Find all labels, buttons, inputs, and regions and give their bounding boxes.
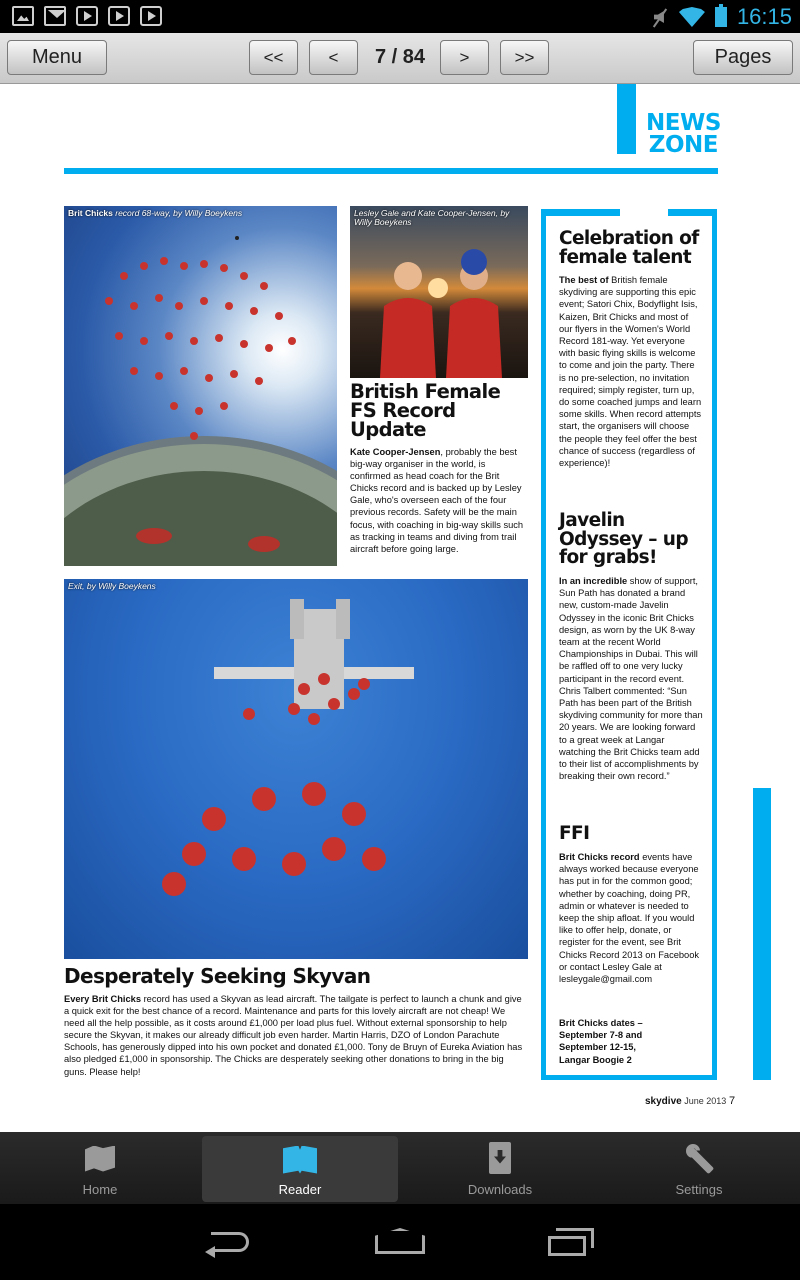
gallery-notification-icon (12, 6, 34, 26)
open-book-icon (283, 1142, 317, 1176)
magazine-page[interactable] (0, 84, 800, 1132)
next-page-button[interactable]: > (440, 40, 489, 75)
pages-button[interactable]: Pages (693, 40, 793, 75)
photo-caption: Exit, by Willy Boeykens (68, 581, 156, 591)
formation-68-way-photo (64, 206, 337, 566)
aircraft-exit-photo (64, 579, 528, 959)
article-body: Kate Cooper-Jensen, probably the best big-way organiser in the world, is confirmed as head coach for the Brit Chicks record and is backed up by Lesley Gale, who's overseen each of the four previous records. Safety will be the main focus, with coaching in big-way skills such as tracking in teams and diving from trail aircraft before going large. (350, 447, 524, 554)
battery-icon (715, 7, 727, 27)
reader-toolbar (0, 33, 800, 84)
page-indicator: 7 / 84 (374, 46, 426, 68)
previous-page-button[interactable]: < (309, 40, 358, 75)
folio-date: June 2013 (684, 1096, 727, 1106)
wrench-icon (682, 1142, 716, 1176)
folio-brand: skydive (645, 1096, 682, 1107)
page-folio (645, 1095, 736, 1107)
first-page-button[interactable]: << (249, 40, 298, 75)
exit-illustration (64, 579, 528, 959)
last-page-button[interactable]: >> (500, 40, 549, 75)
sidebar-heading: Javelin Odyssey – up for grabs! (559, 510, 689, 568)
nav-settings[interactable] (601, 1136, 797, 1202)
recent-apps-icon[interactable] (548, 1228, 598, 1258)
article-title: British Female FS Record Update (350, 380, 501, 441)
play-store-notification-icon (76, 6, 98, 26)
nav-reader-label: Reader (278, 1181, 322, 1197)
photo-caption: Lesley Gale and Kate Cooper-Jensen, by Willy Boeykens (354, 208, 510, 227)
header-rule (64, 168, 718, 174)
back-icon[interactable] (205, 1228, 255, 1258)
next-page-edge-bar (753, 788, 771, 1080)
download-icon (483, 1142, 517, 1176)
home-book-icon (83, 1142, 117, 1176)
photo-caption: Brit Chicks record 68-way, by Willy Boeykens (68, 208, 243, 218)
sidebar-paragraph: In an incredible show of support, Sun Path has donated a brand new, custom-made Javelin Odyssey in the iconic Brit Chicks design, as worn by the UK 8-way team at the recent World Championships in Dubai. This will be raffled off to one very lucky participant in the record event. Chris Talbert commented: “Sun Path has been part of the British skydiving community for more than 20 years. We are looking forward to a great week at Langar watching the Brit Chicks team add to their list of accomplishments by breaking their own record.” (559, 576, 703, 782)
bottom-navigation (0, 1132, 800, 1204)
nav-home[interactable] (2, 1136, 198, 1202)
sidebar-heading: FFI (559, 823, 590, 844)
nav-downloads-label: Downloads (467, 1181, 533, 1197)
system-navigation-bar (0, 1204, 800, 1280)
home-icon[interactable] (375, 1228, 425, 1258)
shopping-bag-notification-icon (140, 6, 162, 26)
article-body: Every Brit Chicks record has used a Skyvan as lead aircraft. The tailgate is perfect to launch a chunk and give a quick exit for the best chance of a record. Maintenance and parts for this lovely aircraft are not cheap! We need all the help possible, as it costs around £1,000 per load plus fuel. Without external sponsorship to help secure the Skyvan, it makes our already difficult job even harder. Martin Harris, DZO of London Parachute Schools, has generously dipped into his own pocket and donated £1,000. Tony de Bruyn of Eureka Aviation has also pledged £1,000 in sponsorship. The Chicks are desperately seeking other donations to bring in the big guns. Please help! (64, 994, 523, 1077)
menu-button[interactable]: Menu (7, 40, 107, 75)
mute-icon (651, 7, 669, 27)
section-marker-bar (617, 84, 636, 154)
formation-illustration (64, 206, 337, 566)
sidebar-dates: Brit Chicks dates – September 7-8 and September 12-15, Langar Boogie 2 (559, 1018, 643, 1065)
article-title: Desperately Seeking Skyvan (64, 964, 371, 988)
lesley-kate-portrait-photo (350, 206, 528, 378)
sidebar-heading: Celebration of female talent (559, 228, 699, 268)
portrait-illustration (350, 206, 528, 378)
section-title: NEWS ZONE (646, 110, 721, 158)
gmail-notification-icon (44, 6, 66, 26)
nav-settings-label: Settings (675, 1181, 723, 1197)
sidebar-paragraph: Brit Chicks record events have always worked because everyone has put in for the common good; whether by coaching, doing PR, admin or whatever is needed to keep the ship afloat. If you would like to offer help, donate, or register for the event, see Brit Chicks Record 2013 on Facebook or contact Lesley Gale at lesleygale@gmail.com (559, 852, 700, 985)
nav-reader[interactable] (202, 1136, 398, 1202)
sidebar-box-gap (620, 207, 668, 217)
nav-home-label: Home (82, 1181, 118, 1197)
sidebar-paragraph: The best of British female skydiving are supporting this epic event; Satori Chix, Bodyflight Isis, Kaizen, Brit Chicks and most of our flyers in the Women's World Record 181-way. Yet everyone with basic flying skills is welcome to come and join the party. There is no pre-selection, no invitation required; simply register, turn up, do some coached jumps and learn some skills. When record attempts start, the organisers will choose the people they feel offer the best chance of success (regardless of experience)! (559, 275, 702, 469)
wifi-icon (679, 7, 705, 27)
nav-downloads[interactable] (402, 1136, 598, 1202)
clock: 16:15 (736, 4, 792, 29)
play-store-notification-icon-2 (108, 6, 130, 26)
folio-page-number: 7 (729, 1095, 736, 1107)
status-bar (0, 0, 800, 33)
